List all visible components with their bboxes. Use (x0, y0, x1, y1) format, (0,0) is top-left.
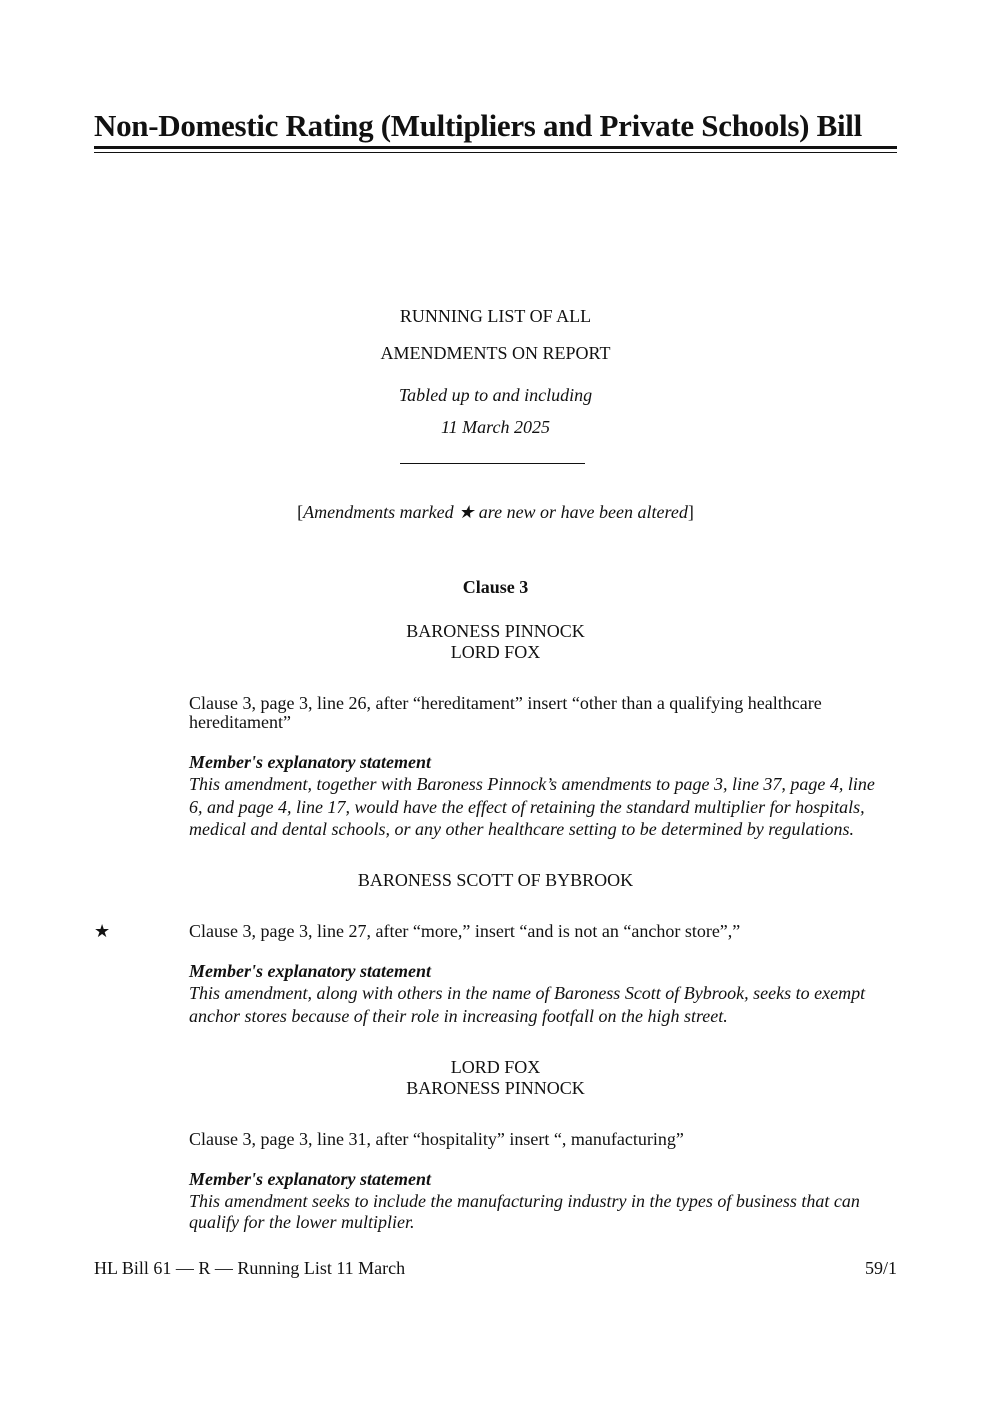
title-rule-thick (94, 146, 897, 149)
sponsor: BARONESS PINNOCK (406, 621, 585, 641)
star-icon: ★ (94, 921, 111, 941)
tabled-date: 11 March 2025 (441, 417, 550, 437)
note-bracket-close: ] (687, 502, 694, 522)
statement-text: This amendment, together with Baroness Pinnock’s amendments to page 3, line 37, page 4, line (189, 774, 875, 794)
footer-page-number: 59/1 (864, 1258, 897, 1278)
note-bracket-open: [ (297, 502, 304, 522)
statement-heading: Member's explanatory statement (189, 1169, 431, 1189)
sponsor: LORD FOX (450, 642, 541, 662)
amendment-text: Clause 3, page 3, line 26, after “hereditament” insert “other than a qualifying healthcare (189, 693, 822, 713)
sponsor: LORD FOX (450, 1057, 541, 1077)
statement-text: This amendment, along with others in the name of Baroness Scott of Bybrook, seeks to exempt (189, 983, 866, 1003)
statement-text: qualify for the lower multiplier. (189, 1212, 415, 1232)
bill-title: Non-Domestic Rating (Multipliers and Private Schools) Bill (94, 108, 862, 143)
statement-text: medical and dental schools, or any other healthcare setting to be determined by regulations. (189, 819, 855, 839)
cover-divider (400, 463, 585, 464)
note-text: Amendments marked ★ are new or have been altered (303, 502, 688, 522)
statement-text: This amendment seeks to include the manufacturing industry in the types of business that can (189, 1191, 860, 1211)
title-rule-thin (94, 152, 897, 153)
statement-heading: Member's explanatory statement (189, 961, 431, 981)
sponsor: BARONESS SCOTT OF BYBROOK (357, 870, 634, 890)
amendment-text: Clause 3, page 3, line 31, after “hospitality” insert “, manufacturing” (189, 1129, 684, 1149)
statement-text: 6, and page 4, line 17, would have the effect of retaining the standard multiplier for hospitals, (189, 797, 865, 817)
sponsor: BARONESS PINNOCK (406, 1078, 585, 1098)
amendment-text: hereditament” (189, 712, 291, 732)
tabled-text: Tabled up to and including (398, 385, 593, 405)
amendment-text: Clause 3, page 3, line 27, after “more,” insert “and is not an “anchor store”,” (189, 921, 741, 941)
footer-bill-reference: HL Bill 61 — R — Running List 11 March (94, 1258, 406, 1278)
statement-text: anchor stores because of their role in increasing footfall on the high street. (189, 1006, 728, 1026)
statement-heading: Member's explanatory statement (189, 752, 431, 772)
cover-line-1: RUNNING LIST OF ALL (399, 306, 592, 326)
altered-note (0, 502, 991, 522)
clause-heading: Clause 3 (462, 577, 529, 597)
cover-line-2: AMENDMENTS ON REPORT (380, 343, 611, 363)
